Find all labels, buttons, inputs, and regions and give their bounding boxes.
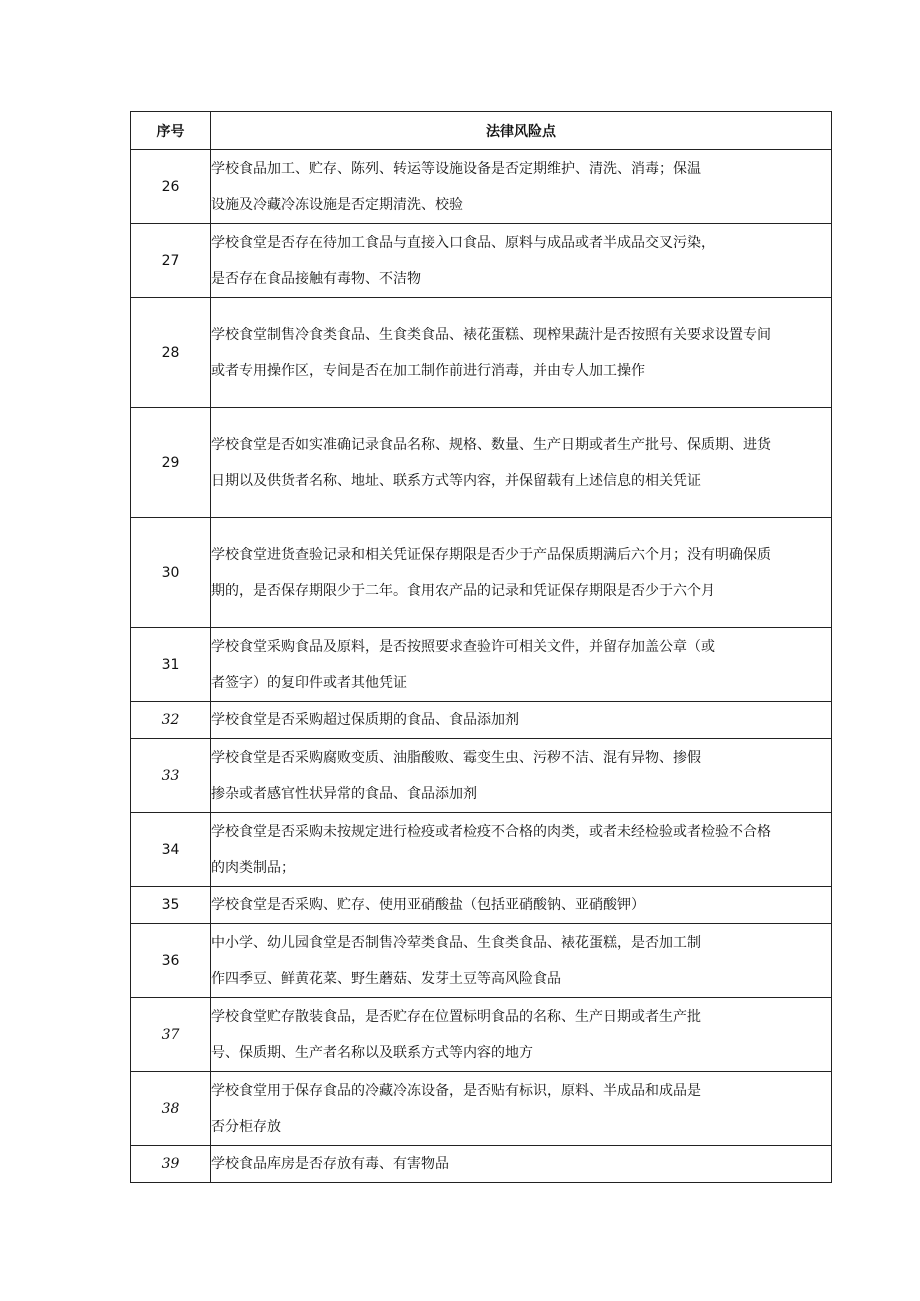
risk-text-line: 学校食堂是否如实准确记录食品名称、规格、数量、生产日期或者生产批号、保质期、进货 — [211, 436, 771, 453]
row-risk-description — [211, 518, 832, 628]
risk-text-line: 学校食堂贮存散装食品，是否贮存在位置标明食品的名称、生产日期或者生产批 — [211, 1008, 701, 1025]
row-serial-number: 31 — [131, 628, 211, 702]
table-row — [131, 628, 832, 702]
table-row — [131, 887, 832, 924]
row-serial-number: 37 — [131, 998, 211, 1072]
risk-text-line: 学校食堂进货查验记录和相关凭证保存期限是否少于产品保质期满后六个月；没有明确保质 — [211, 546, 771, 563]
table-row — [131, 224, 832, 298]
table-row — [131, 813, 832, 887]
risk-text-line: 学校食堂制售冷食类食品、生食类食品、裱花蛋糕、现榨果蔬汁是否按照有关要求设置专间 — [211, 326, 771, 343]
row-serial-number: 29 — [131, 408, 211, 518]
risk-text-line: 是否存在食品接触有毒物、不洁物 — [211, 270, 421, 287]
row-serial-number: 33 — [131, 739, 211, 813]
row-risk-description — [211, 298, 832, 408]
row-risk-description — [211, 739, 832, 813]
risk-text-line: 否分柜存放 — [211, 1118, 281, 1135]
risk-text-line: 学校食堂是否存在待加工食品与直接入口食品、原料与成品或者半成品交叉污染， — [211, 234, 715, 251]
row-risk-description — [211, 1072, 832, 1146]
row-serial-number: 30 — [131, 518, 211, 628]
risk-text-line: 或者专用操作区，专间是否在加工制作前进行消毒，并由专人加工操作 — [211, 362, 645, 379]
table-row — [131, 298, 832, 408]
header-legal-risk-point: 法律风险点 — [211, 112, 832, 150]
risk-text-line: 作四季豆、鲜黄花菜、野生蘑菇、发芽土豆等高风险食品 — [211, 970, 561, 987]
table-row — [131, 739, 832, 813]
row-risk-description — [211, 924, 832, 998]
risk-text-line: 学校食堂是否采购未按规定进行检疫或者检疫不合格的肉类，或者未经检验或者检验不合格 — [211, 823, 771, 840]
row-serial-number: 32 — [131, 702, 211, 739]
row-risk-description — [211, 628, 832, 702]
risk-text-line: 学校食堂是否采购腐败变质、油脂酸败、霉变生虫、污秽不洁、混有异物、掺假 — [211, 749, 701, 766]
risk-text-line: 设施及冷藏冷冻设施是否定期清洗、校验 — [211, 196, 463, 213]
row-serial-number: 36 — [131, 924, 211, 998]
row-serial-number: 28 — [131, 298, 211, 408]
table-row — [131, 924, 832, 998]
row-risk-description — [211, 998, 832, 1072]
risk-text-line: 掺杂或者感官性状异常的食品、食品添加剂 — [211, 785, 477, 802]
risk-text-line: 中小学、幼儿园食堂是否制售冷荤类食品、生食类食品、裱花蛋糕，是否加工制 — [211, 934, 701, 951]
row-serial-number: 34 — [131, 813, 211, 887]
table-header-row — [131, 112, 832, 150]
risk-text-line: 学校食堂是否采购、贮存、使用亚硝酸盐（包括亚硝酸钠、亚硝酸钾） — [211, 897, 645, 913]
row-serial-number: 27 — [131, 224, 211, 298]
row-risk-description — [211, 224, 832, 298]
row-risk-description — [211, 408, 832, 518]
row-risk-description — [211, 813, 832, 887]
table-row — [131, 408, 832, 518]
risk-text-line: 学校食堂是否采购超过保质期的食品、食品添加剂 — [211, 712, 519, 728]
row-risk-description — [211, 150, 832, 224]
row-serial-number: 26 — [131, 150, 211, 224]
risk-text-line: 号、保质期、生产者名称以及联系方式等内容的地方 — [211, 1044, 533, 1061]
risk-text-line: 学校食堂用于保存食品的冷藏冷冻设备，是否贴有标识，原料、半成品和成品是 — [211, 1082, 701, 1099]
row-risk-description — [211, 887, 832, 924]
table-row — [131, 1146, 832, 1183]
risk-text-line: 期的，是否保存期限少于二年。食用农产品的记录和凭证保存期限是否少于六个月 — [211, 582, 715, 599]
row-risk-description — [211, 1146, 832, 1183]
table-row — [131, 1072, 832, 1146]
row-risk-description — [211, 702, 832, 739]
row-serial-number: 35 — [131, 887, 211, 924]
legal-risk-table — [130, 111, 832, 1183]
row-serial-number: 39 — [131, 1146, 211, 1183]
table-row — [131, 998, 832, 1072]
header-serial-number: 序号 — [131, 112, 211, 150]
risk-text-line: 学校食品加工、贮存、陈列、转运等设施设备是否定期维护、清洗、消毒；保温 — [211, 160, 701, 177]
table-row — [131, 150, 832, 224]
risk-text-line: 日期以及供货者名称、地址、联系方式等内容，并保留载有上述信息的相关凭证 — [211, 472, 701, 489]
row-serial-number: 38 — [131, 1072, 211, 1146]
table-body — [131, 150, 832, 1183]
risk-text-line: 学校食品库房是否存放有毒、有害物品 — [211, 1156, 449, 1172]
risk-text-line: 者签字）的复印件或者其他凭证 — [211, 674, 407, 691]
table-row — [131, 702, 832, 739]
table-row — [131, 518, 832, 628]
risk-text-line: 学校食堂采购食品及原料，是否按照要求查验许可相关文件，并留存加盖公章（或 — [211, 638, 715, 655]
risk-text-line: 的肉类制品； — [211, 859, 295, 876]
